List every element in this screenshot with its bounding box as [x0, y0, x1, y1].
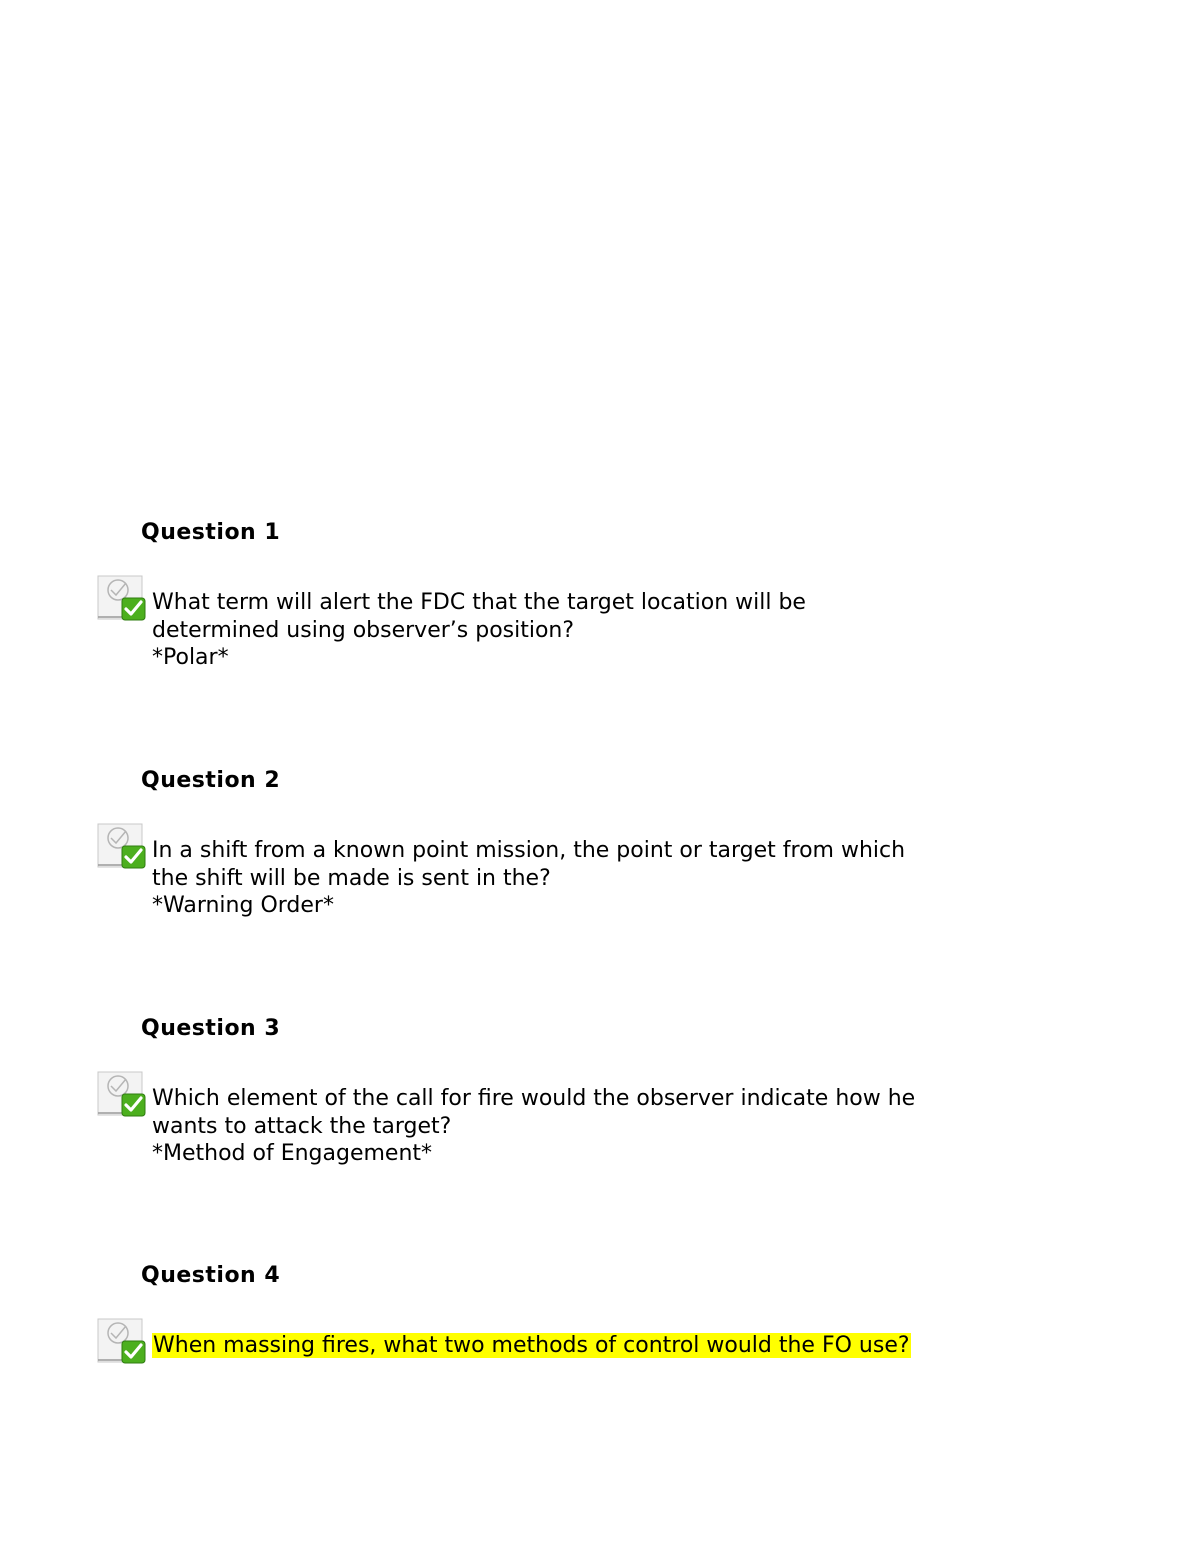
question-heading: Question 1	[141, 520, 281, 545]
question-body	[152, 589, 982, 672]
question-heading: Question 3	[141, 1016, 281, 1041]
question-text: What term will alert the FDC that the target location will be determined using observer’s position?	[152, 590, 806, 643]
correct-answer-icon	[96, 1069, 148, 1119]
question-body	[152, 1332, 982, 1360]
question-body	[152, 1085, 982, 1168]
highlighted-question-text: When massing fires, what two methods of control would the FO use?	[153, 1333, 910, 1358]
question-heading: Question 2	[141, 768, 281, 793]
question-text: Which element of the call for fire would the observer indicate how he wants to attack the target?	[152, 1086, 916, 1139]
question-heading: Question 4	[141, 1263, 281, 1288]
answer-text: *Polar*	[152, 645, 229, 670]
question-text	[152, 1332, 982, 1360]
answer-text: *Warning Order*	[152, 893, 334, 918]
correct-answer-icon	[96, 821, 148, 871]
answer-text: *Method of Engagement*	[152, 1141, 433, 1166]
question-text: In a shift from a known point mission, the point or target from which the shift will be made is sent in the?	[152, 838, 906, 891]
correct-answer-icon	[96, 1316, 148, 1366]
correct-answer-icon	[96, 573, 148, 623]
question-body	[152, 837, 982, 920]
